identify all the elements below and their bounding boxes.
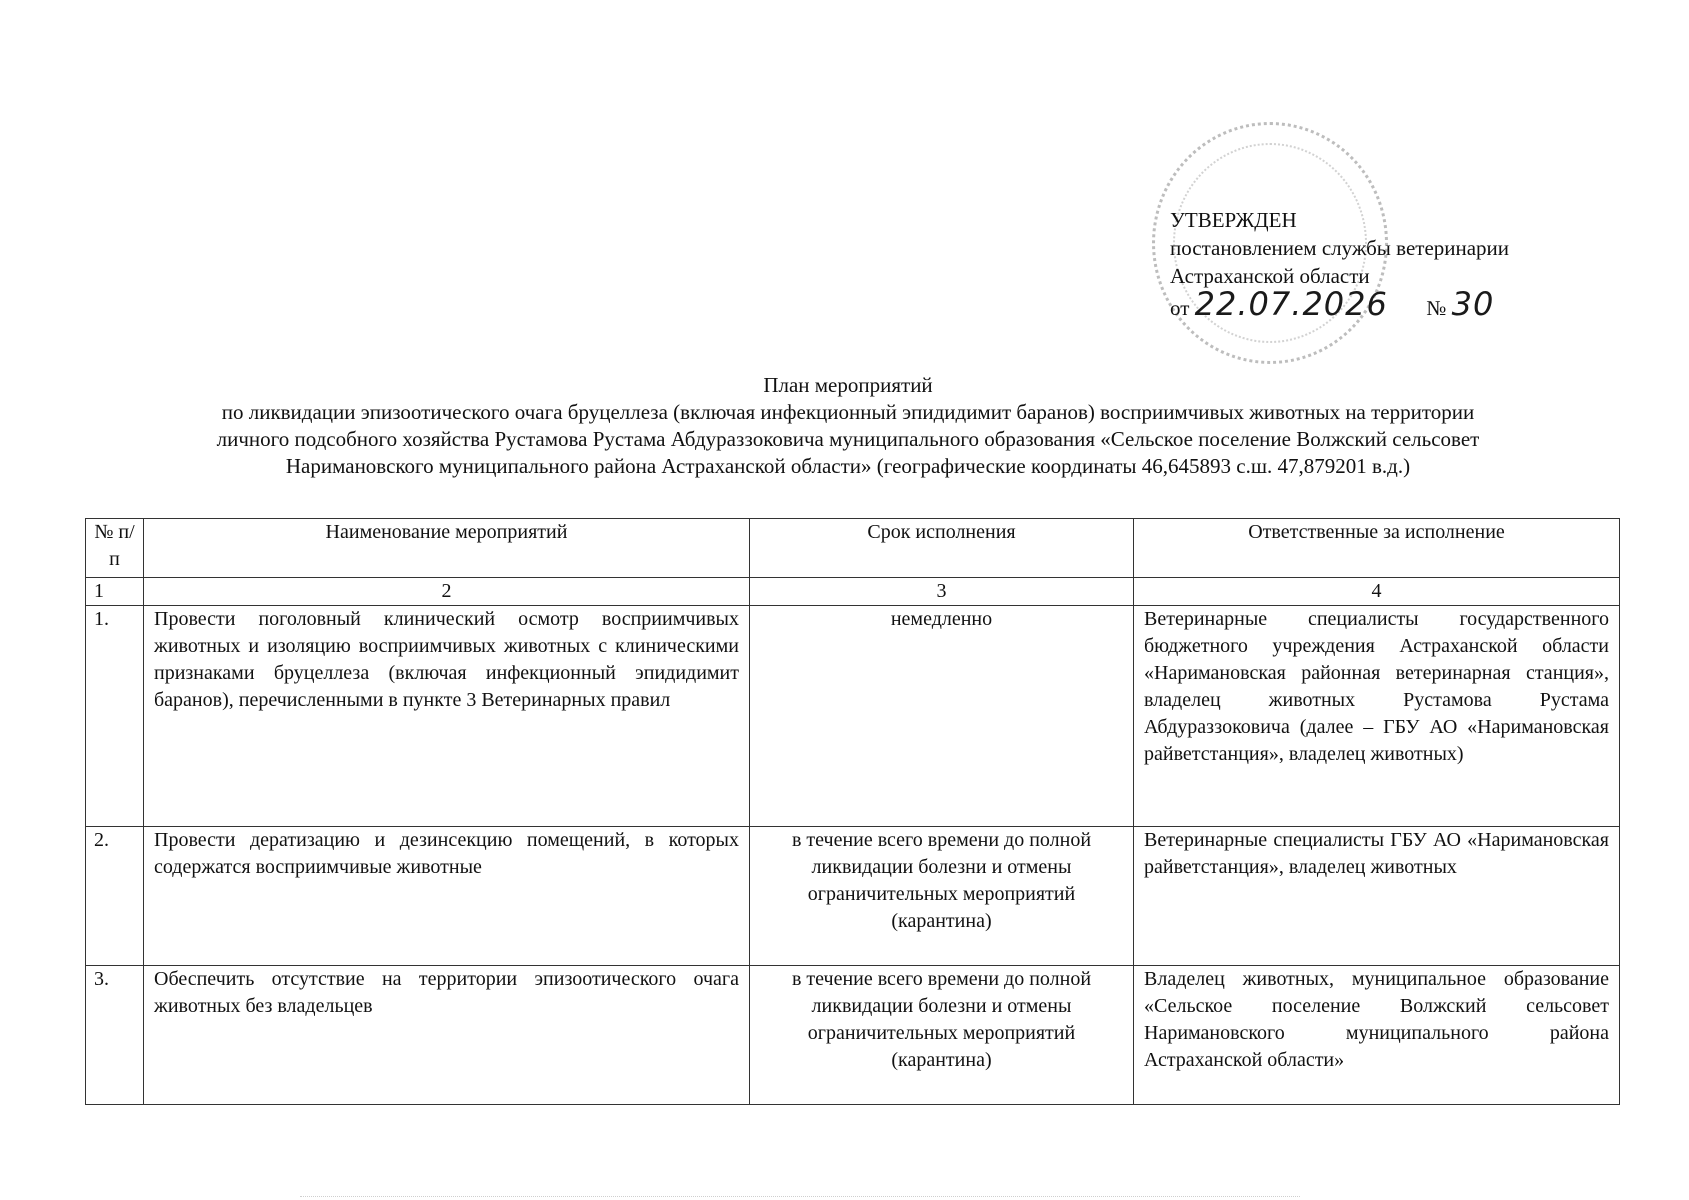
title-line-2: личного подсобного хозяйства Рустамова Рустама Абдураззоковича муниципального образования «Сельское поселение Волжский сельсовет [216,427,1480,451]
footer-divider [300,1196,1300,1197]
number-prefix: № [1426,296,1447,320]
row-action: Провести дератизацию и дезинсекцию помещений, в которых содержатся восприимчивые животные [144,827,750,966]
header-action: Наименование мероприятий [144,519,750,578]
table-row [86,966,1620,1105]
column-number: 4 [1134,578,1620,606]
row-responsible: Ветеринарные специалисты ГБУ АО «Наримановская райветстанция», владелец животных [1134,827,1620,966]
approval-date-line [1170,285,1509,326]
handwritten-date: 22.07.2026 [1194,285,1388,323]
row-responsible: Владелец животных, муниципальное образование «Сельское поселение Волжский сельсовет Наримановского муниципального района Астраханской области» [1134,966,1620,1105]
title-line-1: по ликвидации эпизоотического очага бруцеллеза (включая инфекционный эпидидимит баранов) восприимчивых животных на территории [221,400,1475,424]
column-number-row [86,578,1620,606]
handwritten-number: 30 [1451,285,1495,323]
measures-table [85,518,1620,1105]
header-number: № п/п [86,519,144,578]
title-heading: План мероприятий [763,373,933,397]
approval-block [1170,206,1509,326]
approval-line-2: Астраханской области [1170,264,1370,288]
table-row [86,827,1620,966]
date-prefix: от [1170,296,1190,320]
column-number: 2 [144,578,750,606]
row-action: Обеспечить отсутствие на территории эпизоотического очага животных без владельцев [144,966,750,1105]
row-number: 3. [86,966,144,1105]
row-term: в течение всего времени до полной ликвидации болезни и отмены ограничительных мероприятий (карантина) [750,827,1134,966]
title-line-3: Наримановского муниципального района Астраханской области» (географические координаты 46,645893 с.ш. 47,879201 в.д.) [285,454,1411,478]
row-number: 2. [86,827,144,966]
row-term: в течение всего времени до полной ликвидации болезни и отмены ограничительных мероприятий (карантина) [750,966,1134,1105]
approval-title: УТВЕРЖДЕН [1170,208,1297,232]
row-number: 1. [86,606,144,827]
row-term: немедленно [750,606,1134,827]
column-number: 3 [750,578,1134,606]
row-action: Провести поголовный клинический осмотр восприимчивых животных и изоляцию восприимчивых животных с клиническими признаками бруцеллеза (включая инфекционный эпидидимит баранов), перечисленными в пункте 3 Ветеринарных правил [144,606,750,827]
table-header-row [86,519,1620,578]
header-term: Срок исполнения [750,519,1134,578]
column-number: 1 [86,578,144,606]
header-responsible: Ответственные за исполнение [1134,519,1620,578]
table-row [86,606,1620,827]
approval-line-1: постановлением службы ветеринарии [1170,236,1510,260]
document-title [80,372,1616,480]
row-responsible: Ветеринарные специалисты государственного бюджетного учреждения Астраханской области «Наримановская районная ветеринарная станция», владелец животных Рустамова Рустама Абдураззоковича (далее – ГБУ АО «Наримановская райветстанция», владелец животных) [1134,606,1620,827]
